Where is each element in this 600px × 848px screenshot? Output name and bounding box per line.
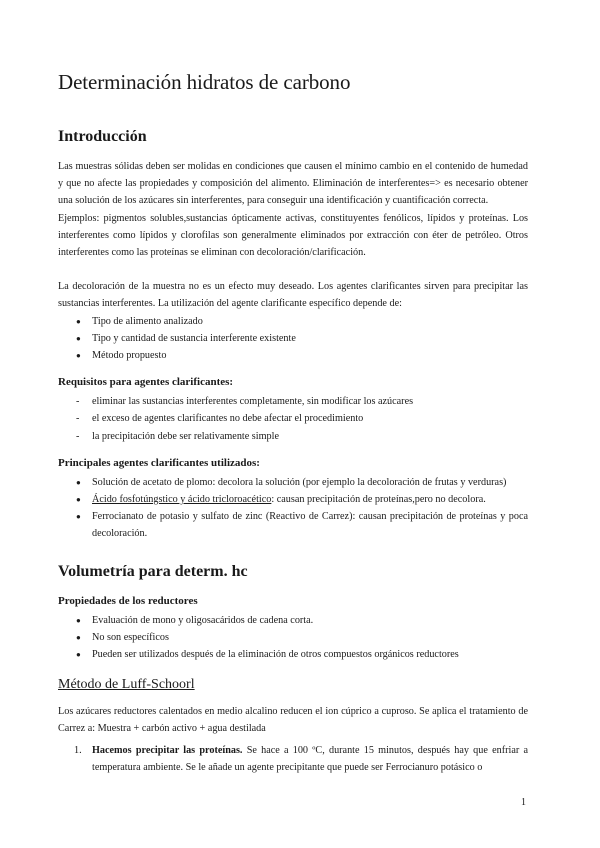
depends-list — [58, 313, 528, 365]
agents-heading: Principales agentes clarificantes utilizados: — [58, 456, 260, 469]
properties-heading: Propiedades de los reductores — [58, 594, 198, 607]
list-item: ● Evaluación de mono y oligosacáridos de cadena corta. — [58, 612, 528, 629]
intro-paragraph-1: Las muestras sólidas deben ser molidas en condiciones que causen el mínimo cambio en el contenido de humedad y que no afecte las propiedades y composición del alimento. Eliminación de interferentes=> es necesario obtener una solución de los azúcares sin interferentes, para conseguir una identificación y cuantificación correcta. — [58, 161, 528, 207]
list-item: - el exceso de agentes clarificantes no debe afectar el procedimiento — [58, 410, 528, 427]
page-title: Determinación hidratos de carbono — [58, 70, 351, 94]
intro-paragraph-3: La decoloración de la muestra no es un efecto muy deseado. Los agentes clarificantes sirven para precipitar las sustancias interferentes. La utilización del agente clarificante específico depende de: — [58, 281, 528, 310]
section-heading-intro: Introducción — [58, 128, 147, 145]
step-bold-text: Hacemos precipitar las proteínas. — [92, 744, 243, 756]
method-heading: Método de Luff-Schoorl — [58, 677, 195, 693]
list-item: ● Pueden ser utilizados después de la eliminación de otros compuestos orgánicos reductores — [58, 646, 528, 663]
list-item: - la precipitación debe ser relativamente simple — [58, 428, 528, 445]
list-item — [58, 491, 528, 508]
list-item: ● Solución de acetato de plomo: decolora la solución (por ejemplo la decoloración de frutas y verduras) — [58, 474, 528, 491]
list-item: ● No son específicos — [58, 629, 528, 646]
steps-list — [58, 742, 528, 776]
list-item: ● Ferrocianato de potasio y sulfato de zinc (Reactivo de Carrez): causan precipitación de proteínas y poca decoloración. — [58, 508, 528, 542]
list-item — [58, 742, 528, 776]
list-item: ● Método propuesto — [58, 347, 528, 364]
agents-list — [58, 474, 528, 543]
method-paragraph: Los azúcares reductores calentados en medio alcalino reducen el ion cúprico a cuproso. Se aplica el tratamiento de Carrez a: Muestra + carbón activo + agua destilada — [58, 706, 528, 735]
step-number: 1. — [74, 744, 82, 756]
underlined-term: Ácido fosfotúngstico y ácido tricloroacético — [92, 494, 272, 506]
agent-2-description: : causan precipitación de proteínas,pero no decolora. — [271, 494, 486, 506]
page-number: 1 — [521, 797, 526, 808]
list-item: ● Tipo de alimento analizado — [58, 313, 528, 330]
step-text: Se hace a 100 ºC, durante 15 minutos, después hay que enfriar a temperatura ambiente. Se le añade un agente precipitante que puede ser Ferrocianuro potásico o — [92, 744, 528, 773]
properties-list — [58, 612, 528, 664]
list-item: - eliminar las sustancias interferentes completamente, sin modificar los azúcares — [58, 393, 528, 410]
intro-paragraph-2: Ejemplos: pigmentos solubles,sustancias ópticamente activas, constituyentes fenólicos, lípidos y proteínas. Los interferentes como lípidos y clorofilas son generalmente eliminados por extracción con éter de petróleo. Otros interferentes como las proteínas se eliminan con decoloración/clarificación. — [58, 212, 528, 259]
requirements-list — [58, 393, 528, 445]
requirements-heading: Requisitos para agentes clarificantes: — [58, 376, 234, 389]
list-item: ● Tipo y cantidad de sustancia interferente existente — [58, 330, 528, 347]
document-body — [58, 68, 528, 776]
section-heading-volumetria: Volumetría para determ. hc — [58, 562, 248, 580]
